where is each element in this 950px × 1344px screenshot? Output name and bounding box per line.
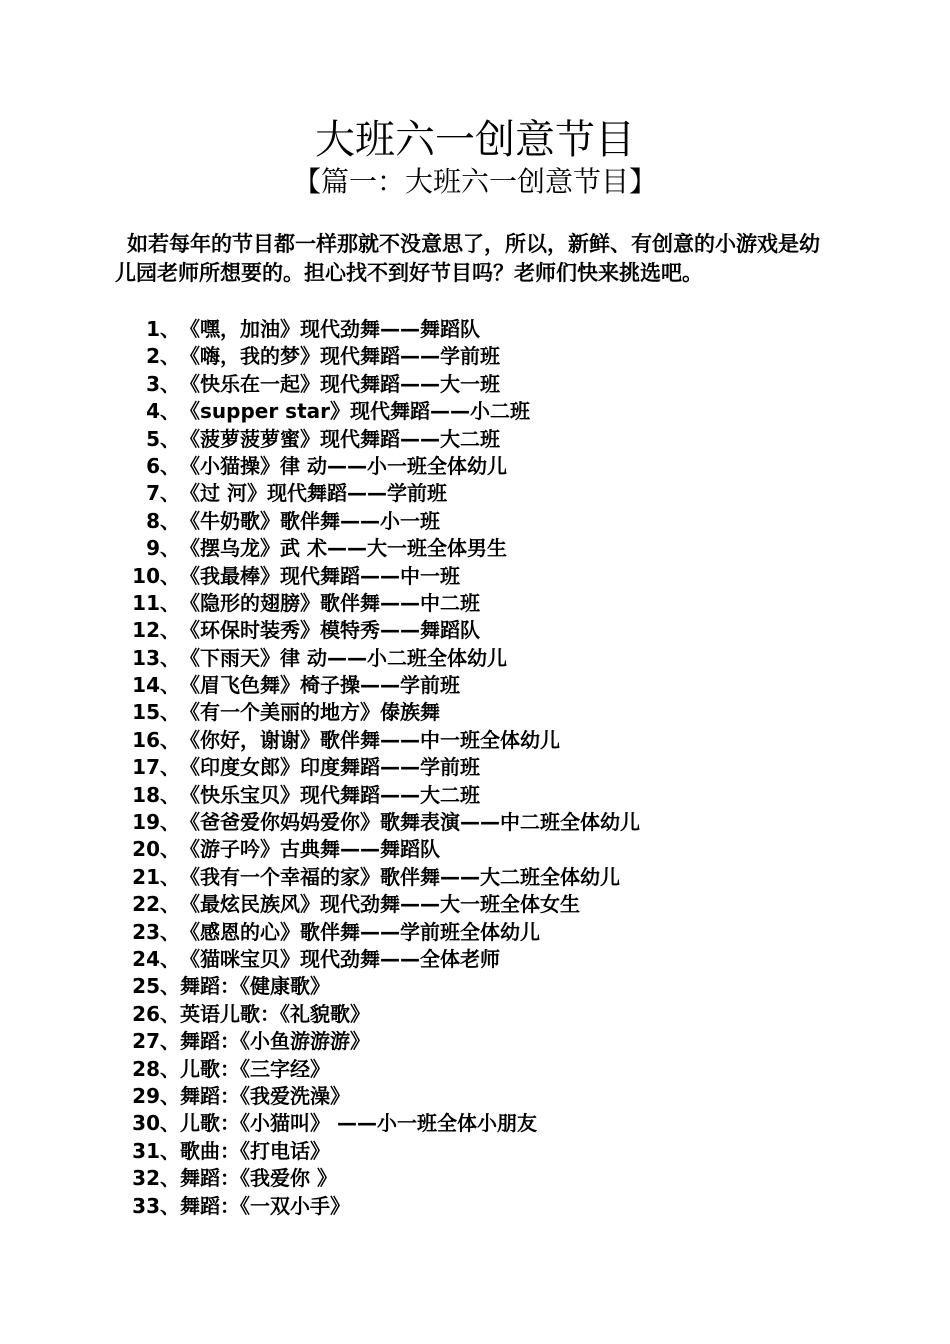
program-item-text: 《印度女郎》印度舞蹈——学前班 [180, 755, 480, 780]
program-item [0, 809, 950, 836]
program-item-number: 22、 [132, 892, 180, 917]
program-item [0, 535, 950, 562]
program-item-text: 儿歌：《三字经》 [180, 1056, 330, 1081]
program-item-number: 28、 [132, 1056, 180, 1081]
program-item-number: 25、 [132, 974, 180, 999]
program-item-text: 《快乐宝贝》现代舞蹈——大二班 [180, 782, 480, 807]
program-item-text: 《你好，谢谢》歌伴舞——中一班全体幼儿 [180, 727, 560, 752]
program-item [0, 1028, 950, 1055]
program-item-text: 《牛奶歌》歌伴舞——小一班 [180, 508, 440, 533]
program-item-text: 歌曲：《打电话》 [180, 1138, 330, 1163]
program-item-number: 16、 [132, 727, 180, 752]
program-item [0, 1056, 950, 1083]
program-item [0, 508, 950, 535]
program-item-number: 21、 [132, 864, 180, 889]
program-item-text: 《眉飞色舞》椅子操——学前班 [180, 673, 460, 698]
program-item-text: 《猫咪宝贝》现代劲舞——全体老师 [180, 946, 500, 971]
program-item [0, 453, 950, 480]
program-item-number: 18、 [132, 782, 180, 807]
program-list [0, 316, 950, 1220]
program-item-number: 27、 [132, 1029, 180, 1054]
program-item-text: 儿歌：《小猫叫》 ——小一班全体小朋友 [180, 1111, 537, 1136]
program-item-text: 《环保时装秀》模特秀——舞蹈队 [180, 618, 480, 643]
program-item [0, 617, 950, 644]
program-item [0, 672, 950, 699]
program-item-number: 26、 [132, 1001, 180, 1026]
program-item-text: 《菠萝菠萝蜜》现代舞蹈——大二班 [180, 426, 500, 451]
program-item-text: 《我最棒》现代舞蹈——中一班 [180, 563, 460, 588]
program-item-text: 舞蹈：《健康歌》 [180, 974, 330, 999]
program-item-number: 5、 [146, 426, 180, 451]
program-item-number: 1、 [146, 317, 180, 341]
program-item-text: 《快乐在一起》现代舞蹈——大一班 [180, 371, 500, 396]
program-item [0, 1001, 950, 1028]
program-item-number: 31、 [132, 1138, 180, 1163]
program-item-text: 舞蹈：《我爱你 》 [180, 1166, 337, 1191]
program-item-text: 《嗨，我的梦》现代舞蹈——学前班 [180, 344, 500, 369]
document-subtitle: 【篇一：大班六一创意节目】 [292, 165, 657, 198]
program-item-text: 《爸爸爱你妈妈爱你》歌舞表演——中二班全体幼儿 [180, 810, 640, 835]
program-item-number: 8、 [146, 508, 180, 533]
program-item-number: 32、 [132, 1166, 180, 1191]
program-item-number: 11、 [132, 590, 180, 615]
program-item-text: 《嘿，加油》现代劲舞——舞蹈队 [180, 317, 480, 341]
program-item-text: 《游子吟》古典舞——舞蹈队 [180, 837, 440, 862]
program-item-text: 《有一个美丽的地方》傣族舞 [180, 700, 440, 725]
program-item-text: 舞蹈：《我爱洗澡》 [180, 1083, 350, 1108]
program-item-text: 《过 河》现代舞蹈——学前班 [180, 481, 447, 506]
program-item-text: 舞蹈：《一双小手》 [180, 1193, 350, 1218]
program-item [0, 919, 950, 946]
program-item [0, 699, 950, 726]
program-item [0, 864, 950, 891]
program-item-text: 《隐形的翅膀》歌伴舞——中二班 [180, 590, 480, 615]
program-item-number: 33、 [132, 1193, 180, 1218]
program-item-text: 《supper star》现代舞蹈——小二班 [180, 399, 530, 424]
program-item-number: 7、 [146, 481, 180, 506]
program-item-number: 15、 [132, 700, 180, 725]
intro-paragraph: 如若每年的节目都一样那就不没意思了，所以，新鲜、有创意的小游戏是幼儿园老师所想要的。担心找不到好节目吗？老师们快来挑选吧。 [115, 232, 820, 285]
document-title: 大班六一创意节目 [315, 117, 635, 163]
program-item-number: 29、 [132, 1083, 180, 1108]
program-item [0, 480, 950, 507]
program-item-text: 《下雨天》律 动——小二班全体幼儿 [180, 645, 507, 670]
program-item [0, 563, 950, 590]
program-item-number: 4、 [146, 399, 180, 424]
program-item-text: 舞蹈：《小鱼游游游》 [180, 1029, 370, 1054]
program-item-text: 英语儿歌：《礼貌歌》 [180, 1001, 370, 1026]
program-item-text: 《摆乌龙》武 术——大一班全体男生 [180, 536, 507, 561]
program-item [0, 1165, 950, 1192]
program-item-number: 17、 [132, 755, 180, 780]
program-item-number: 24、 [132, 946, 180, 971]
program-item-number: 13、 [132, 645, 180, 670]
program-item-number: 12、 [132, 618, 180, 643]
program-item-number: 14、 [132, 673, 180, 698]
program-item [0, 782, 950, 809]
program-item [0, 1138, 950, 1165]
program-item-number: 9、 [146, 536, 180, 561]
program-item [0, 343, 950, 370]
program-item-number: 30、 [132, 1111, 180, 1136]
program-item-number: 23、 [132, 919, 180, 944]
program-item-text: 《我有一个幸福的家》歌伴舞——大二班全体幼儿 [180, 864, 620, 889]
program-item [0, 645, 950, 672]
program-item [0, 727, 950, 754]
program-item-number: 10、 [132, 563, 180, 588]
program-item-text: 《最炫民族风》现代劲舞——大一班全体女生 [180, 892, 580, 917]
program-item [0, 1083, 950, 1110]
program-item [0, 316, 950, 343]
program-item [0, 426, 950, 453]
program-item [0, 973, 950, 1000]
program-item [0, 836, 950, 863]
program-item [0, 1193, 950, 1220]
program-item-text: 《小猫操》律 动——小一班全体幼儿 [180, 453, 507, 478]
program-item [0, 754, 950, 781]
program-item [0, 946, 950, 973]
program-item-number: 2、 [146, 344, 180, 369]
program-item-text: 《感恩的心》歌伴舞——学前班全体幼儿 [180, 919, 540, 944]
program-item [0, 1110, 950, 1137]
program-item-number: 6、 [146, 453, 180, 478]
program-item [0, 590, 950, 617]
program-item [0, 891, 950, 918]
program-item-number: 20、 [132, 837, 180, 862]
program-item [0, 398, 950, 425]
program-item-number: 19、 [132, 810, 180, 835]
program-item-number: 3、 [146, 371, 180, 396]
program-item [0, 371, 950, 398]
